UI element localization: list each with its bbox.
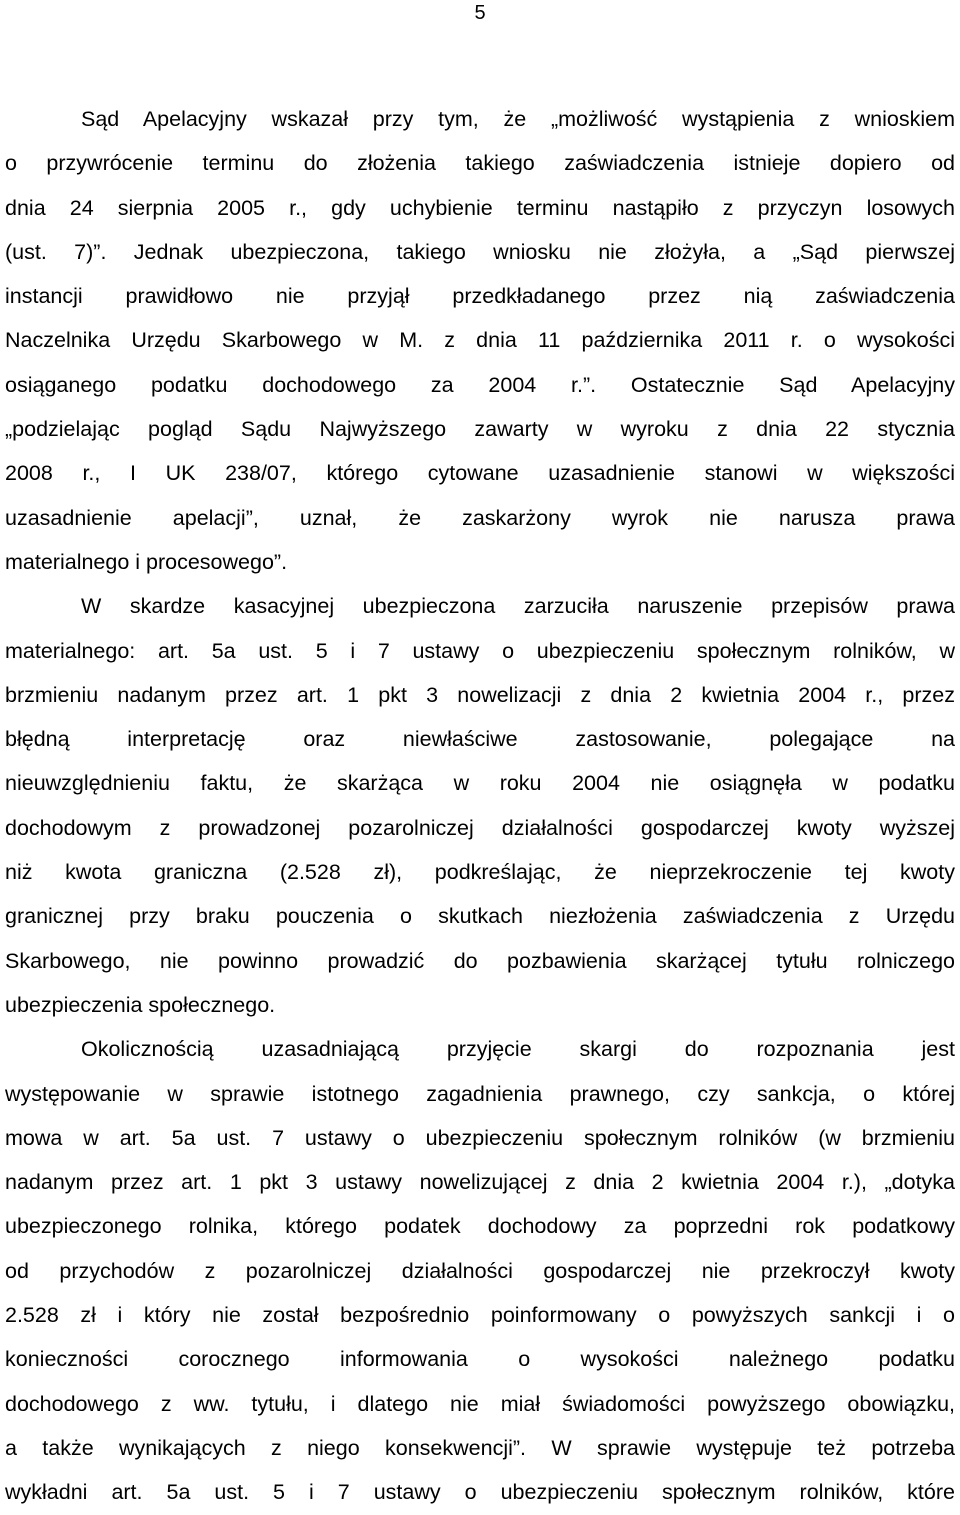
paragraph-2: [5, 584, 955, 1027]
text-line: wykładni art. 5a ust. 5 i 7 ustawy o ubezpieczeniu społecznym rolników, które: [5, 1480, 955, 1505]
text-line: o przywrócenie terminu do złożenia takiego zaświadczenia istnieje dopiero od: [5, 151, 955, 176]
paragraph-3: [5, 1027, 955, 1514]
text-line: błędną interpretację oraz niewłaściwe zastosowanie, polegające na: [5, 727, 955, 752]
text-line: 2.528 zł i który nie został bezpośrednio poinformowany o powyższych sankcji i o: [5, 1303, 955, 1328]
page-number: 5: [474, 2, 486, 24]
text-line: osiąganego podatku dochodowego za 2004 r.”. Ostatecznie Sąd Apelacyjny: [5, 372, 955, 397]
text-line: Okolicznością uzasadniającą przyjęcie skargi do rozpoznania jest: [81, 1037, 955, 1062]
text-line: dnia 24 sierpnia 2005 r., gdy uchybienie terminu nastąpiło z przyczyn losowych: [5, 195, 955, 220]
text-line: Sąd Apelacyjny wskazał przy tym, że „możliwość wystąpienia z wnioskiem: [81, 107, 955, 131]
text-line: nadanym przez art. 1 pkt 3 ustawy nowelizującej z dnia 2 kwietnia 2004 r.), „dotyka: [5, 1170, 955, 1195]
text-line: Naczelnika Urzędu Skarbowego w M. z dnia 11 października 2011 r. o wysokości: [5, 328, 955, 353]
text-line: występowanie w sprawie istotnego zagadnienia prawnego, czy sankcja, o której: [5, 1081, 955, 1106]
text-line: niż kwota graniczna (2.528 zł), podkreślając, że nieprzekroczenie tej kwoty: [5, 860, 955, 885]
text-line: Skarbowego, nie powinno prowadzić do pozbawienia skarżącej tytułu rolniczego: [5, 948, 955, 973]
text-line: 2008 r., I UK 238/07, którego cytowane uzasadnienie stanowi w większości: [5, 461, 955, 486]
text-line: ubezpieczonego rolnika, którego podatek dochodowy za poprzedni rok podatkowy: [5, 1214, 955, 1239]
text-line: ubezpieczenia społecznego.: [5, 992, 276, 1017]
paragraph-1: [5, 97, 955, 584]
text-line: od przychodów z pozarolniczej działalności gospodarczej nie przekroczył kwoty: [5, 1258, 955, 1283]
text-line: materialnego i procesowego”.: [5, 549, 288, 574]
text-line: W skardze kasacyjnej ubezpieczona zarzuciła naruszenie przepisów prawa: [81, 594, 955, 619]
text-line: (ust. 7)”. Jednak ubezpieczona, takiego wniosku nie złożyła, a „Sąd pierwszej: [5, 239, 955, 264]
text-line: konieczności corocznego informowania o wysokości należnego podatku: [5, 1347, 955, 1372]
text-line: mowa w art. 5a ust. 7 ustawy o ubezpieczeniu społecznym rolników (w brzmieniu: [5, 1125, 955, 1150]
text-line: granicznej przy braku pouczenia o skutkach niezłożenia zaświadczenia z Urzędu: [5, 904, 955, 929]
text-line: „podzielając pogląd Sądu Najwyższego zawarty w wyroku z dnia 22 stycznia: [5, 417, 955, 442]
text-line: instancji prawidłowo nie przyjął przedkładanego przez nią zaświadczenia: [5, 284, 955, 309]
text-line: nieuwzględnieniu faktu, że skarżąca w roku 2004 nie osiągnęła w podatku: [5, 771, 955, 796]
text-line: a także wynikających z niego konsekwencji”. W sprawie występuje też potrzeba: [5, 1435, 955, 1460]
text-line: uzasadnienie apelacji”, uznał, że zaskarżony wyrok nie narusza prawa: [5, 505, 955, 530]
text-line: materialnego: art. 5a ust. 5 i 7 ustawy o ubezpieczeniu społecznym rolników, w: [5, 638, 955, 663]
document-body: [5, 97, 955, 1515]
text-line: dochodowym z prowadzonej pozarolniczej działalności gospodarczej kwoty wyższej: [5, 815, 955, 840]
text-line: brzmieniu nadanym przez art. 1 pkt 3 nowelizacji z dnia 2 kwietnia 2004 r., przez: [5, 682, 955, 707]
text-line: dochodowego z ww. tytułu, i dlatego nie miał świadomości powyższego obowiązku,: [5, 1391, 955, 1416]
